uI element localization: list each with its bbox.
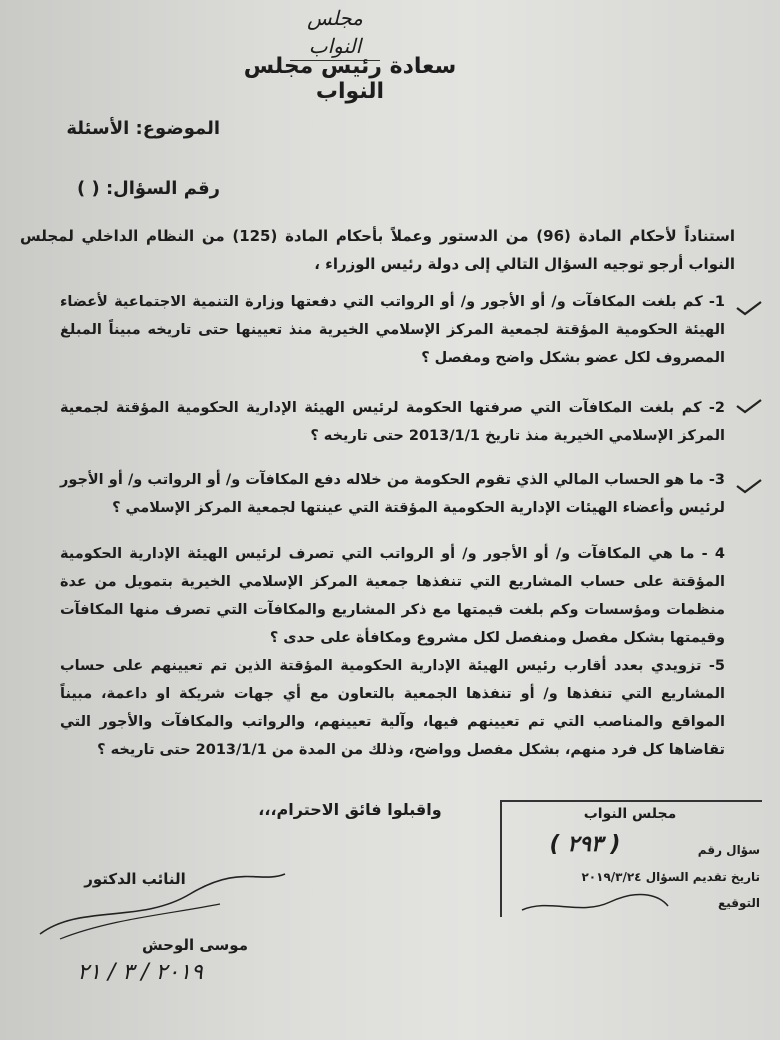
subject-line: الموضوع: الأسئلة xyxy=(66,118,220,139)
question-number: رقم السؤال: ( ) xyxy=(76,178,220,199)
closing-line: واقبلوا فائق الاحترام،،، xyxy=(258,800,442,819)
question-2: 2- كم بلغت المكافآت التي صرفتها الحكومة لرئيس الهيئة الإدارية الحكومية المؤقتة لجمعية المركز الإسلامي الخيرية منذ تاريخ 2013/1/1 حتى تاريخه ؟ xyxy=(60,400,725,444)
question-4: 4 - ما هي المكافآت و/ أو الأجور و/ أو الرواتب التي تصرف لرئيس الهيئة الإدارية الحكومية المؤقتة على حساب المشاريع التي تنفذها جمعية المركز الإسلامي الخيرية بتمويل من عدة منظمات ومؤسسات وكم بلغت قيمتها مع ذكر المشاريع والمكافآت التي تصرف منها المكافآت وقيمتها بشكل مفصل ومنفصل لكل مشروع ومكافأة على حدى ؟ xyxy=(60,546,725,646)
question-3: 3- ما هو الحساب المالي الذي تقوم الحكومة من خلاله دفع المكافآت و/ أو الرواتب و/ أو الأجور لرئيس وأعضاء الهيئات الإدارية الحكومية المؤقتة التي عينتها لجمعية المركز الإسلامي ؟ xyxy=(60,472,725,516)
stamp-date: تاريخ تقديم السؤال ٢٠١٩/٣/٢٤ xyxy=(581,870,760,884)
stamp-title: مجلس النواب xyxy=(583,806,677,822)
signature-name: موسى الوحش xyxy=(141,936,249,954)
addressee: سعادة رئيس مجلس النواب xyxy=(243,54,457,104)
letterhead-logo: مجلس النواب xyxy=(290,4,380,61)
signature-title: النائب الدكتور xyxy=(84,870,186,888)
stamp-signature-scribble-icon xyxy=(520,892,670,918)
question-5: 5- تزويدي بعدد أقارب رئيس الهيئة الإدارية الحكومية المؤقتة الذين تم تعيينهم على حساب المشاريع التي تنفذها و/ أو تنفذها الجمعية بالتعاون مع أي جهات شريكة او داعمة، مبيناً المواقع والمناصب التي تم تعيينهم فيها، وآلية تعيينهم، والرواتب والمكافآت والأجور التي تقاضاها كل فرد منهم، بشكل مفصل وواضح، وذلك من المدة من 2013/1/1 حتى تاريخه ؟ xyxy=(60,658,725,758)
stamp-signature-label: التوقيع xyxy=(718,896,760,910)
check-mark-icon xyxy=(735,478,763,494)
question-1: 1- كم بلغت المكافآت و/ أو الأجور و/ أو الرواتب التي دفعتها وزارة التنمية الاجتماعية لأعضاء الهيئة الحكومية المؤقتة لجمعية المركز الإسلامي الخيرية منذ تعيينها حتى تاريخه مبيناً المبلغ المصروف لكل عضو بشكل واضح ومفصل ؟ xyxy=(60,294,725,366)
check-mark-icon xyxy=(735,300,763,316)
stamp-number-value: ( ٢٩٣ ) xyxy=(549,832,621,857)
signature-date: ٢٠١٩ / ٣ / ٢١ xyxy=(77,960,203,985)
intro-paragraph: استناداً لأحكام المادة (96) من الدستور وعملاً بأحكام المادة (125) من النظام الداخلي لمجلس النواب أرجو توجيه السؤال التالي إلى دولة رئيس الوزراء ، xyxy=(20,227,735,273)
check-mark-icon xyxy=(735,398,763,414)
stamp-number-label: سؤال رقم xyxy=(697,843,760,857)
